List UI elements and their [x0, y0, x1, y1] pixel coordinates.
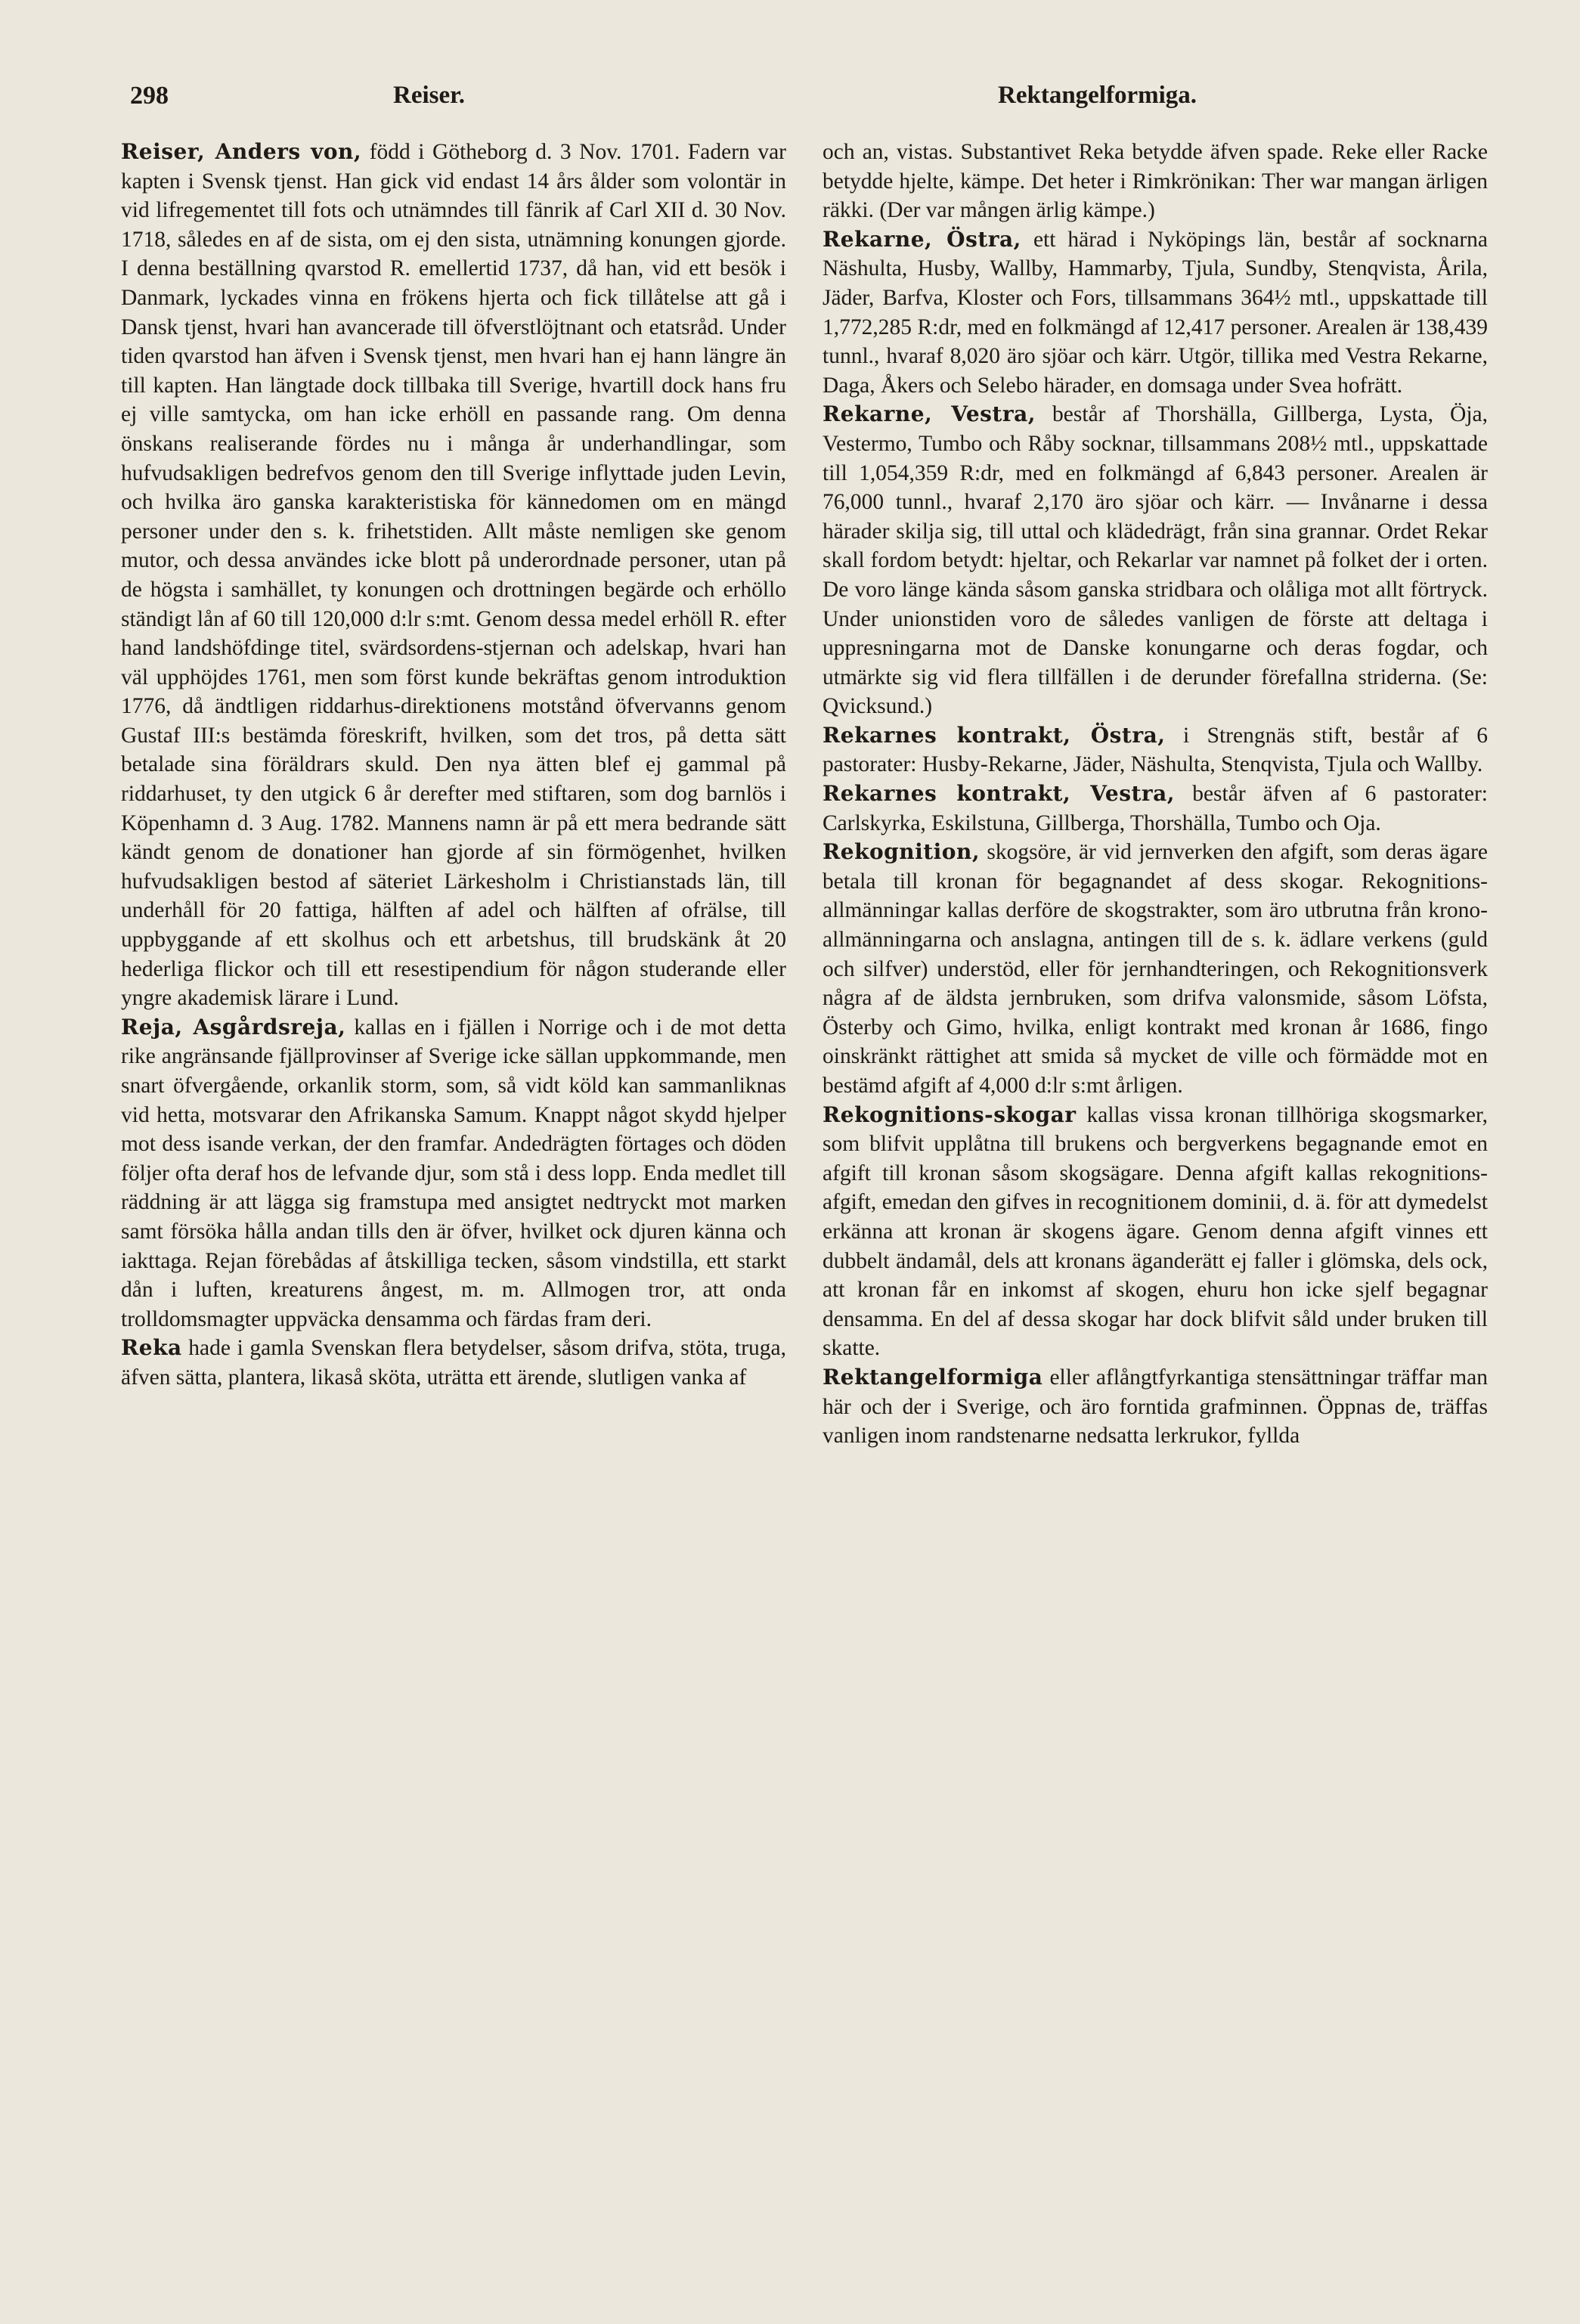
entry-rekarnes-kontrakt-vestra — [823, 779, 1488, 838]
headword: Rekognition, — [823, 839, 981, 865]
headword: Reja, Asgårdsreja, — [121, 1014, 346, 1040]
entry-text: kallas vissa kronan tillhöriga skogsmarker, som blifvit upplåtna till brukens och bergverkens begagnande emot en afgift till kronan såsom skogsägare. Denna afgift kallas rekognitions-afgift, emedan den gifves in recognitionem dominii, d. ä. för att dymedelst erkänna att kronan är skogens ägare. Genom denna afgift vinnes ett dubbelt ändamål, dels att kronans äganderätt ej faller i glömska, dels ock, att kronan får en inkomst af skogen, ehuru hon icke sjelf begagnar densamma. En del af dessa skogar har dock blifvit såld under bruken till skatte. — [823, 1102, 1489, 1361]
entry-text: i Strengnäs stift, består af 6 pastorater: Husby-Rekarne, Jäder, Näshulta, Stenqvista, Tjula och Wallby. — [823, 723, 1488, 777]
headword: Rekarne, Östra, — [823, 226, 1021, 252]
entry-text: eller aflångtfyrkantiga stensättningar träffar man här och der i Sverige, och äro forntida grafminnen. Öppnas de, träffas vanligen inom randstenarne nedsatta lerkrukor, fyllda — [823, 1365, 1488, 1449]
entry-rekognitions-skogar — [823, 1101, 1488, 1363]
headword: Rekarnes kontrakt, Vestra, — [823, 781, 1176, 807]
page-header — [121, 82, 1489, 127]
page-number: 298 — [130, 82, 169, 110]
running-head-right: Rektangelformiga. — [998, 82, 1197, 109]
entry-rekarne-vestra — [823, 400, 1488, 721]
headword: Rektangelformiga — [823, 1364, 1043, 1390]
entry-text: kallas en i fjällen i Norrige och i de mot detta rike angränsande fjällprovinser af Sverige icke sällan uppkommande, men snart öfvergående, orkanlik storm, som, så vidt köld kan sammanliknas vid hetta, motsvarar den Afrikanska Samum. Knappt något skydd hjelper mot dess isande verkan, der den framfar. Andedrägten förtages och döden följer ofta deraf hos de lefvande djur, som stå i dess lopp. Enda medlet till räddning är att lägga sig framstupa med ansigtet nedtryckt mot marken samt försöka hålla andan tills den är öfver, hvilket ock djuren känna och iakttaga. Rejan förebådas af åtskilliga tecken, såsom vindstilla, ett starkt dån i luften, kreaturens ångest, m. m. Allmogen tror, att onda trolldomsmagter uppväcka densamma och färdas fram deri. — [121, 1015, 786, 1331]
entry-reka — [121, 1334, 786, 1392]
headword: Reiser, Anders von, — [121, 139, 362, 164]
entry-reiser — [121, 138, 786, 1013]
entry-rekarne-ostra — [823, 225, 1488, 401]
entry-text: och an, vistas. Substantivet Reka betydde äfven spade. Reke eller Racke betydde hjelte, kämpe. Det heter i Rimkrönikan: Ther war mangan ärligen räkki. (Der var mången ärlig kämpe.) — [823, 140, 1488, 223]
entry-rektangelformiga — [823, 1363, 1488, 1451]
entry-rekarnes-kontrakt-ostra — [823, 721, 1488, 779]
right-column — [823, 138, 1488, 1451]
entry-text: född i Götheborg d. 3 Nov. 1701. Fadern var kapten i Svensk tjenst. Han gick vid endast 14 års ålder som volontär in vid lifregementet till fots och utnämndes till fänrik af Carl XII d. 30 Nov. 1718, således en af de sista, om ej den sista, utnämning konungen gjorde. I denna beställning qvarstod R. emellertid 1737, då han, vid ett besök i Danmark, lyckades vinna en frökens hjerta och fick tillåtelse att gå i Dansk tjenst, hvari han avancerade till öfverstlöjtnant och etatsråd. Under tiden qvarstod han äfven i Svensk tjenst, men hvari han ej hann längre än till kapten. Han längtade dock tillbaka till Sverige, hvartill dock hans fru ej ville samtycka, om han icke erhöll en passande rang. Om denna önskans realiserande fördes nu i många år underhandlingar, som hufvudsakligen bedrefvos genom den till Sverige inflyttade juden Levin, och hvilka äro ganska karakteristiska för kännedomen om en mängd personer under den s. k. frihetstiden. Allt måste nemligen ske genom mutor, och dessa användes icke blott på underordnade personer, utan på de högsta i samhället, ty konungen och drottningen begärde och erhöllo ständigt lån af 60 till 120,000 d:lr s:mt. Genom dessa medel erhöll R. efter hand landshöfdinge titel, svärdsordens-stjernan och adelskap, hvari han väl upphöjdes 1761, men som först kunde bekräftas genom introduktion 1776, då ändtligen riddarhus-direktionens motstånd öfvervanns genom Gustaf III:s bestämda föreskrift, hvilken, som det tros, på detta sätt betalade sina föräldrars skuld. Den nya ätten blef ej gammal på riddarhuset, ty den utgick 6 år derefter med stiftaren, som dog barnlös i Köpenhamn d. 3 Aug. 1782. Mannens namn är på ett mera bedrande sätt kändt genom de donationer han gjorde af sin förmögenhet, hvilken hufvudsakligen bestod af säteriet Lärkesholm i Christianstads län, till underhåll för 20 fattiga, hälften af adel och hälften af ofrälse, till uppbyggande af ett skolhus och ett arbetshus, till brudskänk åt 20 hederliga flickor och till ett resestipendium för någon studerande eller yngre akademisk lärare i Lund. — [121, 140, 786, 1011]
running-head-left: Reiser. — [393, 82, 466, 109]
headword: Rekarnes kontrakt, Östra, — [823, 722, 1166, 748]
entry-text: består äfven af 6 pastorater: Carlskyrka, Eskilstuna, Gillberga, Thorshälla, Tumbo och Oja. — [823, 782, 1488, 835]
entry-reja — [121, 1013, 786, 1334]
headword: Rekognitions-skogar — [823, 1102, 1077, 1127]
entry-text: består af Thorshälla, Gillberga, Lysta, Öja, Vestermo, Tumbo och Råby socknar, tillsammans 208½ mtl., uppskattade till 1,054,359 R:dr, med en folkmängd af 6,843 personer. Arealen är 76,000 tunnl., hvaraf 2,170 äro sjöar och kärr. — Invånarne i dessa härader skilja sig, till uttal och klädedrägt, från sina grannar. Ordet Rekar skall fordom betydt: hjeltar, och Rekarlar var namnet på folket der i orten. De voro länge kända såsom ganska stridbara och olåliga mot allt förtryck. Under unionstiden voro de således vanligen de förste att deltaga i uppresningarna mot de Danske konungarne och deras fogdar, och utmärkte sig vid flera tillfällen i de derunder förefallna striderna. (Se: Qvicksund.) — [823, 402, 1489, 719]
entry-text: skogsöre, är vid jernverken den afgift, som deras ägare betala till kronan för begagnandet af dess skogar. Rekognitions-allmänningar kallas derföre de skogstrakter, som äro utbrutna från krono-allmänningarna och anslagna, antingen till de s. k. ädlare verkens (guld och silfver) understöd, eller för jernhandteringen, och Rekognitionsverk några af de äldsta jernbruken, som drifva valonsmide, såsom Löfsta, Österby och Gimo, hvilka, enligt kontrakt med kronan år 1686, fingo oinskränkt rättighet att smida så mycket de ville och förmädde mot en bestämd afgift af 4,000 d:lr s:mt årligen. — [823, 840, 1488, 1098]
entry-text: ett härad i Nyköpings län, består af socknarna Näshulta, Husby, Wallby, Hammarby, Tjula, Sundby, Stenqvista, Årila, Jäder, Barfva, Kloster och Fors, tillsammans 364½ mtl., uppskattade till 1,772,285 R:dr, med en folkmängd af 12,417 personer. Arealen är 138,439 tunnl., hvaraf 8,020 äro sjöar och kärr. Utgör, tillika med Vestra Rekarne, Daga, Åkers och Selebo härader, en domsaga under Svea hofrätt. — [823, 227, 1489, 398]
headword: Reka — [121, 1335, 182, 1361]
entry-reka-continued — [823, 138, 1488, 225]
left-column — [121, 138, 786, 1393]
entry-text: hade i gamla Svenskan flera betydelser, såsom drifva, stöta, truga, äfven sätta, plantera, likaså sköta, uträtta ett ärende, slutligen vanka af — [121, 1336, 786, 1390]
entry-rekognition — [823, 838, 1488, 1100]
headword: Rekarne, Vestra, — [823, 401, 1036, 427]
